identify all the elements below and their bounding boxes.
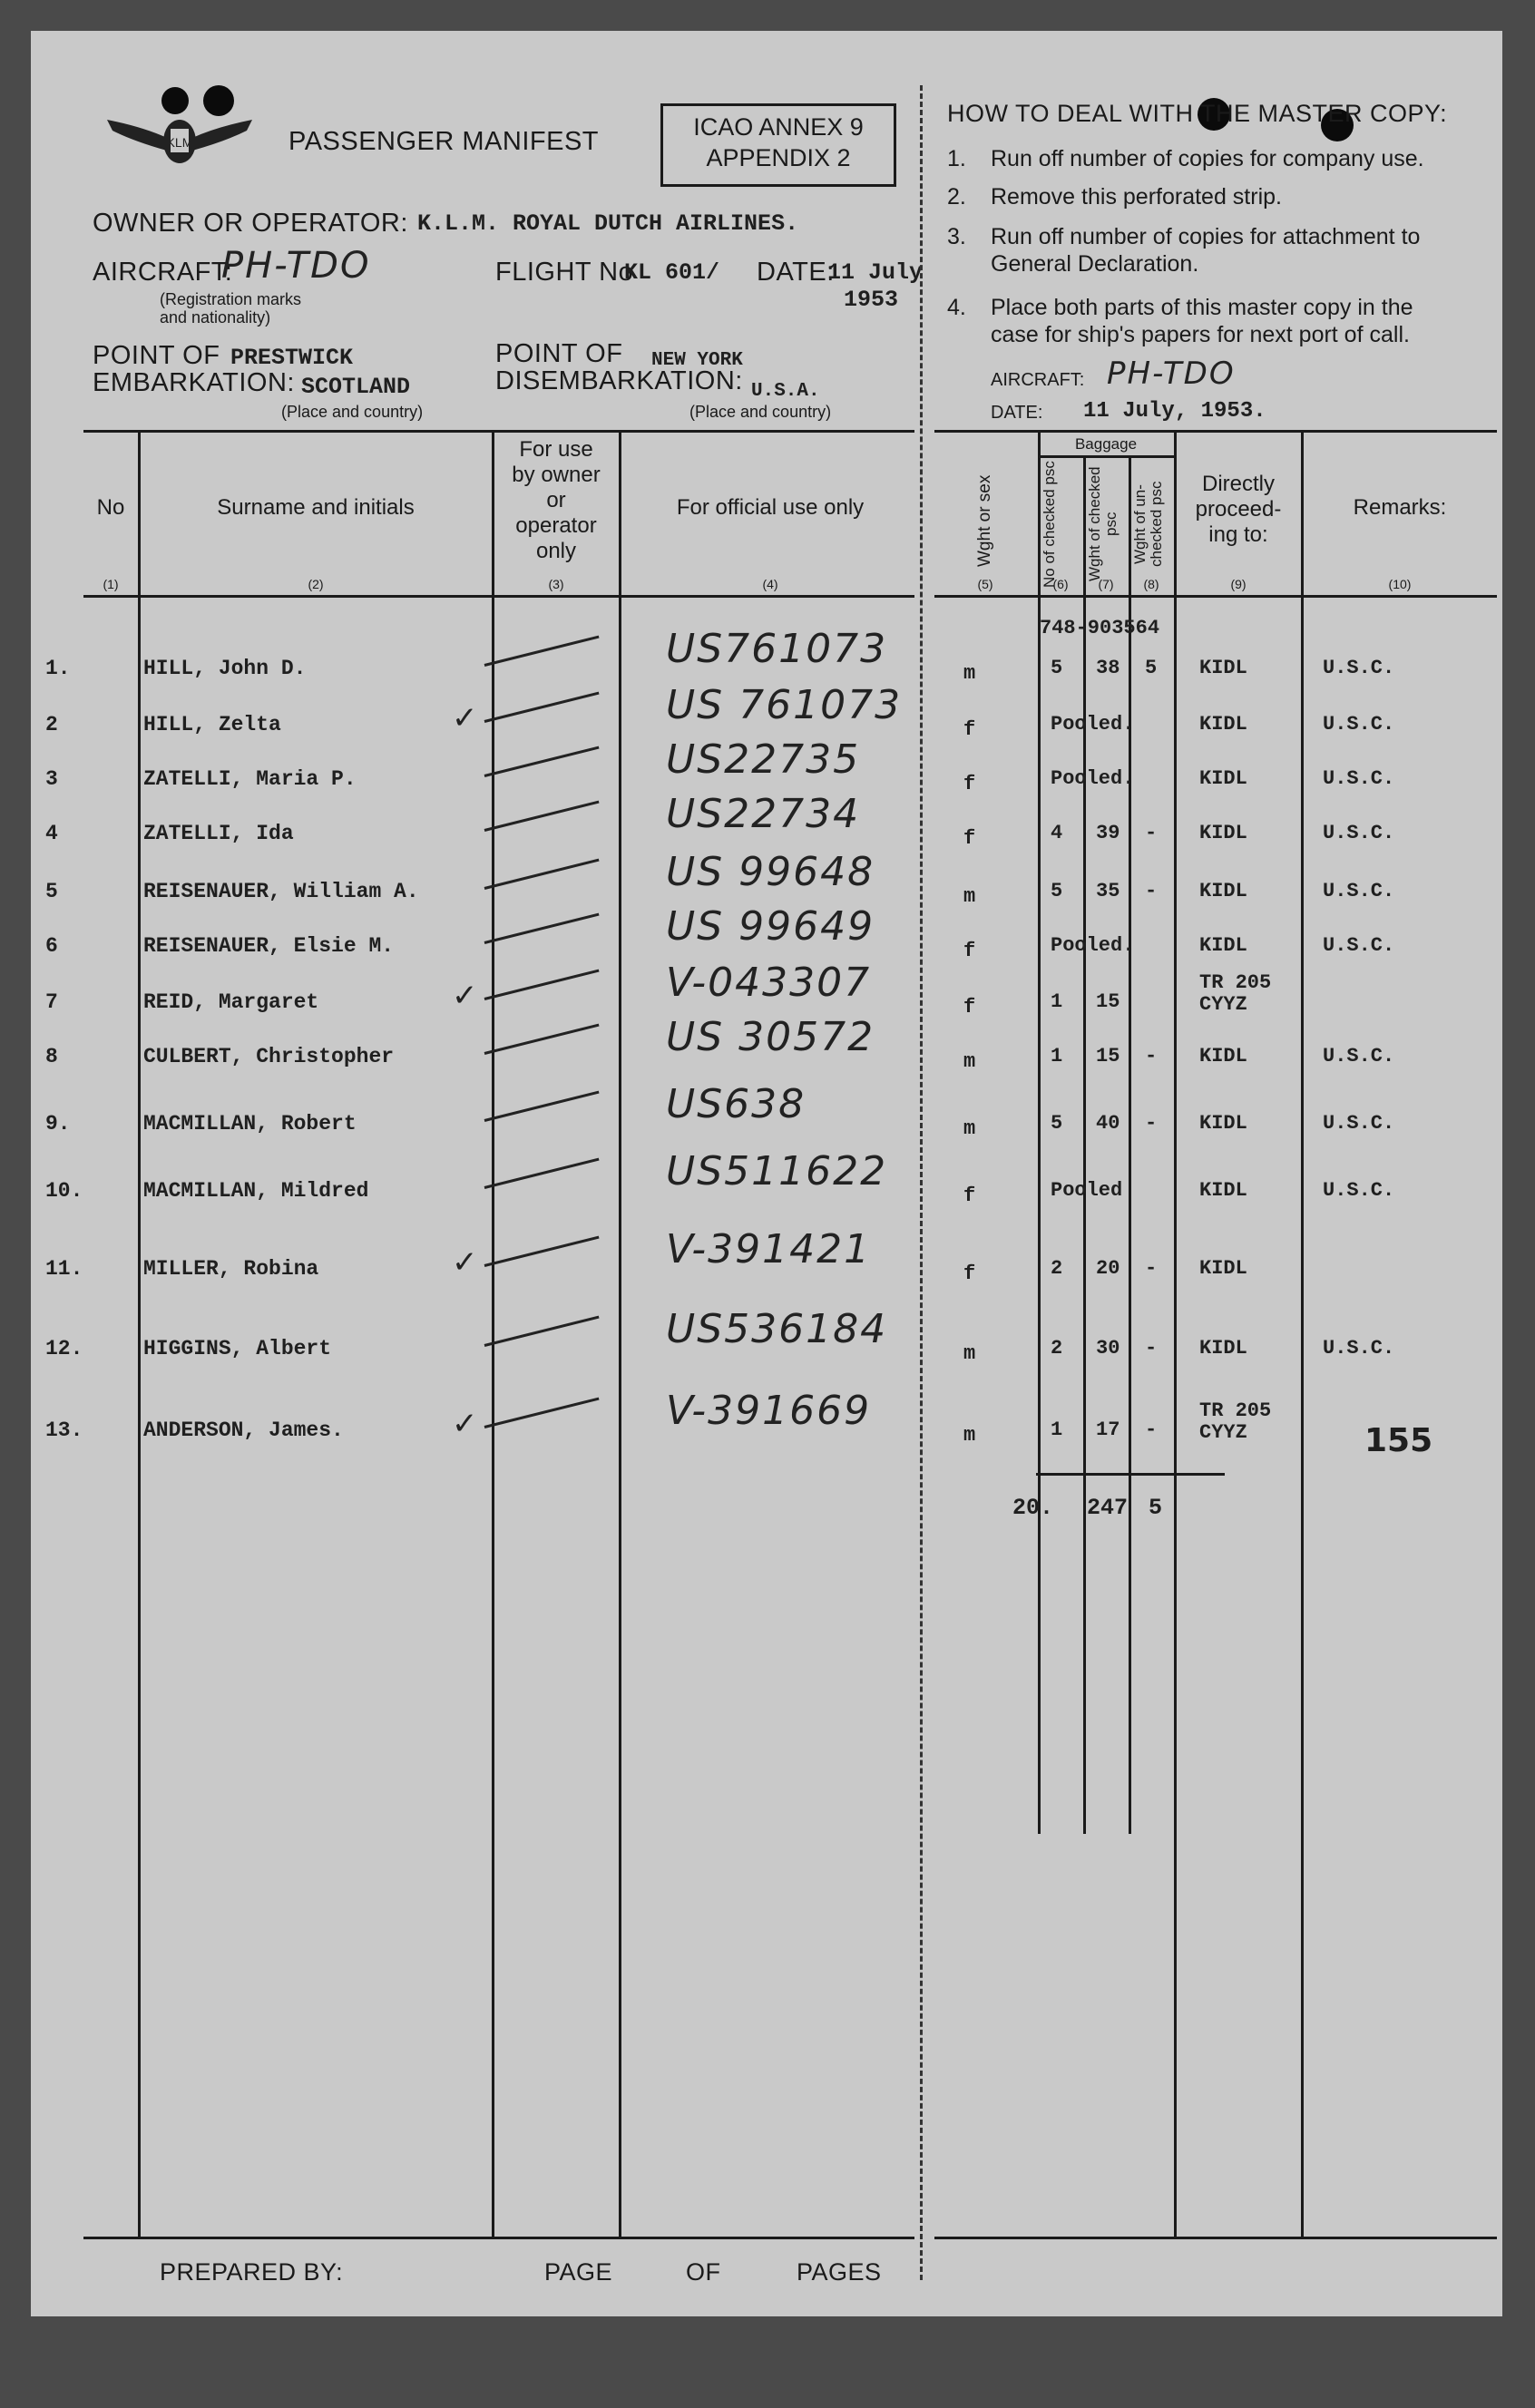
checked-weight: 20 (1096, 1257, 1120, 1280)
checked-pieces: 2 (1051, 1257, 1063, 1280)
remarks: U.S.C. (1323, 880, 1395, 902)
official-passport-number: US 99648 (666, 849, 875, 895)
instructions-title: HOW TO DEAL WITH THE MASTER COPY: (947, 100, 1448, 127)
owner-use-stroke (484, 1398, 600, 1428)
annex-box (660, 103, 896, 187)
checked-pieces: Pooled. (1051, 767, 1135, 790)
owner-use-1: For use (519, 437, 593, 462)
owner-checkmark: ✓ (452, 978, 478, 1014)
owner-use-stroke (484, 859, 600, 890)
sex: m (963, 662, 976, 685)
row-number: 13. (45, 1418, 83, 1442)
owner-use-4: operator (515, 513, 597, 538)
disembark-value-1: NEW YORK (651, 350, 743, 371)
owner-checkmark: ✓ (452, 1244, 478, 1281)
owner-value: K.L.M. ROYAL DUTCH AIRLINES. (417, 210, 799, 237)
unchecked-weight: - (1145, 880, 1158, 902)
date-value-2: 1953 (844, 287, 899, 313)
checked-weight: 40 (1096, 1112, 1120, 1135)
instructions-date-label: DATE: (991, 403, 1043, 423)
row-number: 4 (45, 822, 58, 845)
col-num-5: (5) (977, 577, 993, 591)
owner-use-2: by owner (512, 463, 601, 487)
official-passport-number: US536184 (666, 1306, 888, 1352)
sex: f (963, 718, 976, 741)
proceeding-2: proceed- (1195, 497, 1282, 522)
disembark-label-2: DISEMBARKATION: (495, 366, 743, 395)
passenger-name: CULBERT, Christopher (143, 1045, 395, 1068)
col-num-7: (7) (1098, 577, 1114, 591)
official-passport-number: V-391669 (666, 1388, 872, 1434)
flight-label: FLIGHT No (495, 258, 634, 287)
col-num-1: (1) (103, 577, 119, 591)
table-bottom-line-right (934, 2237, 1497, 2239)
row-number: 9. (45, 1112, 71, 1136)
instruction-3-text-1: Run off number of copies for attachment to (991, 224, 1421, 249)
checked-weight: 38 (1096, 657, 1120, 679)
instruction-4-num: 4. (947, 295, 966, 320)
total-unchecked: 5 (1149, 1495, 1163, 1521)
row-number: 2 (45, 713, 58, 736)
col-num-2: (2) (308, 577, 324, 591)
sex: f (963, 773, 976, 795)
remarks: U.S.C. (1323, 767, 1395, 790)
sex: f (963, 1262, 976, 1285)
passenger-name: HILL, John D. (143, 657, 307, 680)
owner-use-5: only (535, 539, 577, 563)
header-bottom-line-left (83, 595, 914, 598)
header-bottom-line-right (934, 595, 1497, 598)
passenger-name: MACMILLAN, Robert (143, 1112, 357, 1136)
col-header-name: Surname and initials (217, 495, 415, 520)
embark-note: (Place and country) (281, 403, 424, 421)
owner-use-stroke (484, 746, 600, 777)
aircraft-value: PH-TDO (221, 245, 371, 287)
col-header-baggage: Baggage (1074, 435, 1138, 453)
instructions-aircraft-label: AIRCRAFT: (991, 370, 1085, 390)
checked-weight: 15 (1096, 1045, 1120, 1068)
instruction-1-num: 1. (947, 146, 966, 171)
total-weight: 247 (1087, 1495, 1129, 1521)
checked-weight: 39 (1096, 822, 1120, 844)
col-header-checked-wght: Wght of checked psc (1086, 466, 1119, 582)
owner-use-stroke (484, 970, 600, 1000)
instructions-date-value: 11 July, 1953. (1083, 399, 1266, 424)
footer-page: PAGE (544, 2258, 613, 2286)
unchecked-weight: - (1145, 1337, 1158, 1360)
airline-logo (107, 111, 252, 174)
remarks: U.S.C. (1323, 713, 1395, 736)
table-bottom-line-left (83, 2237, 914, 2239)
unchecked-weight: - (1145, 822, 1158, 844)
official-passport-number: US761073 (666, 626, 888, 672)
date-label: DATE: (757, 258, 835, 287)
instruction-2-text: Remove this perforated strip. (991, 184, 1282, 210)
passenger-name: REID, Margaret (143, 990, 319, 1014)
registration-note-1: (Registration marks (160, 290, 302, 308)
col-divider-10 (1301, 430, 1304, 2237)
instruction-4-text-2: case for ship's papers for next port of call. (991, 322, 1410, 347)
official-passport-number: US638 (666, 1081, 807, 1127)
destination: KIDL (1199, 767, 1247, 790)
checked-weight: 35 (1096, 880, 1120, 902)
owner-use-stroke (484, 1236, 600, 1267)
checked-pieces: Pooled. (1051, 713, 1135, 736)
col-divider-2 (492, 430, 494, 2237)
col-header-official: For official use only (676, 495, 865, 520)
footer-pages: PAGES (797, 2258, 882, 2286)
checked-pieces: Pooled (1051, 1179, 1123, 1202)
official-passport-number: V-043307 (666, 960, 872, 1006)
owner-use-stroke (484, 1024, 600, 1055)
destination: TR 205 CYYZ (1199, 971, 1272, 1016)
manifest-title: PASSENGER MANIFEST (288, 127, 600, 156)
annex-line-1: ICAO ANNEX 9 (693, 113, 864, 141)
destination: KIDL (1199, 657, 1247, 679)
remarks: U.S.C. (1323, 1179, 1395, 1202)
col-header-unchecked-wght: Wght of un-checked psc (1131, 481, 1165, 568)
perforation-line (920, 85, 923, 2280)
remarks: 155 (1364, 1422, 1433, 1459)
proceeding-1: Directly (1201, 472, 1275, 496)
col-num-8: (8) (1143, 577, 1159, 591)
destination: KIDL (1199, 1179, 1247, 1202)
destination: KIDL (1199, 713, 1247, 736)
annex-line-2: APPENDIX 2 (706, 144, 851, 171)
owner-use-stroke (484, 1091, 600, 1122)
table-top-line-right (934, 430, 1497, 433)
sex: m (963, 885, 976, 908)
checked-pieces: 2 (1051, 1337, 1063, 1360)
remarks: U.S.C. (1323, 1045, 1395, 1068)
remarks: U.S.C. (1323, 822, 1395, 844)
instruction-2-num: 2. (947, 184, 966, 210)
destination: KIDL (1199, 934, 1247, 957)
row-number: 7 (45, 990, 58, 1014)
owner-use-stroke (484, 913, 600, 944)
date-value-1: 11 July (827, 259, 924, 286)
checked-weight: 15 (1096, 990, 1120, 1013)
unchecked-weight: - (1145, 1418, 1158, 1441)
official-passport-number: US 761073 (666, 682, 903, 728)
col-header-owner-use (494, 437, 619, 564)
manifest-sheet (31, 31, 1502, 2316)
col-divider-6 (1038, 430, 1041, 1834)
col-num-6: (6) (1052, 577, 1069, 591)
owner-use-stroke (484, 1158, 600, 1189)
totals-line (1036, 1473, 1225, 1476)
col-header-checked-no: No of checked psc (1041, 461, 1058, 588)
remarks: U.S.C. (1323, 1112, 1395, 1135)
checked-pieces: 1 (1051, 990, 1063, 1013)
owner-use-stroke (484, 636, 600, 667)
table-top-line-left (83, 430, 914, 433)
passenger-name: ZATELLI, Maria P. (143, 767, 357, 791)
instructions-aircraft-value: PH-TDO (1107, 356, 1236, 392)
owner-use-stroke (484, 1316, 600, 1347)
col-divider-1 (138, 430, 141, 2237)
embark-label-1: POINT OF (93, 341, 220, 370)
col-num-4: (4) (762, 577, 778, 591)
checked-pieces: 5 (1051, 1112, 1063, 1135)
baggage-topnote: 748-903564 (1040, 617, 1160, 639)
instruction-3-num: 3. (947, 224, 966, 249)
destination: KIDL (1199, 1257, 1247, 1280)
sex: m (963, 1117, 976, 1140)
remarks: U.S.C. (1323, 1337, 1395, 1360)
aircraft-label: AIRCRAFT: (93, 258, 233, 287)
col-divider-9 (1174, 430, 1177, 2237)
disembark-label-1: POINT OF (495, 339, 623, 368)
owner-checkmark: ✓ (452, 1406, 478, 1442)
sex: m (963, 1424, 976, 1447)
official-passport-number: US511622 (666, 1148, 888, 1194)
destination: KIDL (1199, 822, 1247, 844)
owner-use-stroke (484, 692, 600, 723)
destination: KIDL (1199, 880, 1247, 902)
col-header-proceeding (1176, 472, 1301, 548)
sex: m (963, 1342, 976, 1365)
instruction-3-text-2: General Declaration. (991, 251, 1199, 277)
svg-text:KLM: KLM (166, 135, 193, 150)
passenger-name: MILLER, Robina (143, 1257, 319, 1281)
official-passport-number: US22734 (666, 791, 861, 837)
row-number: 12. (45, 1337, 83, 1360)
col-header-remarks: Remarks: (1353, 495, 1447, 520)
sex: f (963, 827, 976, 850)
owner-label: OWNER OR OPERATOR: (93, 209, 408, 238)
footer-prepared-by: PREPARED BY: (160, 2258, 344, 2286)
disembark-value-2: U.S.A. (751, 381, 820, 402)
col-divider-7 (1083, 455, 1086, 1834)
instruction-1-text: Run off number of copies for company use. (991, 146, 1424, 171)
checked-pieces: 1 (1051, 1045, 1063, 1068)
passenger-name: REISENAUER, William A. (143, 880, 419, 903)
unchecked-weight: - (1145, 1045, 1158, 1068)
sex: f (963, 940, 976, 962)
row-number: 1. (45, 657, 71, 680)
unchecked-weight: - (1145, 1257, 1158, 1280)
col-num-10: (10) (1388, 577, 1412, 591)
unchecked-weight: 5 (1145, 657, 1158, 679)
official-passport-number: US22735 (666, 736, 861, 783)
passenger-name: ANDERSON, James. (143, 1418, 344, 1442)
official-passport-number: US 99649 (666, 903, 875, 950)
owner-checkmark: ✓ (452, 700, 478, 736)
passenger-name: HIGGINS, Albert (143, 1337, 332, 1360)
proceeding-3: ing to: (1208, 522, 1268, 547)
footer-of: OF (686, 2258, 721, 2286)
disembark-note: (Place and country) (689, 403, 832, 421)
row-number: 11. (45, 1257, 83, 1281)
col-divider-8 (1129, 455, 1131, 1834)
checked-pieces: Pooled. (1051, 934, 1135, 957)
instruction-4-text-1: Place both parts of this master copy in the (991, 295, 1413, 320)
owner-use-3: or (546, 488, 566, 512)
remarks: U.S.C. (1323, 657, 1395, 679)
col-divider-3 (619, 430, 621, 2237)
row-number: 3 (45, 767, 58, 791)
col-header-weight-sex: Wght or sex (975, 474, 994, 567)
destination: KIDL (1199, 1045, 1247, 1068)
row-number: 5 (45, 880, 58, 903)
col-num-3: (3) (548, 577, 564, 591)
unchecked-weight: - (1145, 1112, 1158, 1135)
official-passport-number: US 30572 (666, 1014, 875, 1060)
sex: f (963, 996, 976, 1019)
row-number: 6 (45, 934, 58, 958)
registration-note-2: and nationality) (160, 308, 271, 327)
checked-pieces: 5 (1051, 657, 1063, 679)
passenger-name: MACMILLAN, Mildred (143, 1179, 369, 1203)
total-bags: 20. (1012, 1495, 1054, 1521)
passenger-name: REISENAUER, Elsie M. (143, 934, 395, 958)
embark-value-1: PRESTWICK (230, 345, 354, 371)
checked-weight: 30 (1096, 1337, 1120, 1360)
flight-value: KL 601/ (624, 259, 720, 286)
checked-pieces: 5 (1051, 880, 1063, 902)
row-number: 8 (45, 1045, 58, 1068)
checked-pieces: 1 (1051, 1418, 1063, 1441)
col-header-no: No (96, 495, 125, 520)
checked-weight: 17 (1096, 1418, 1120, 1441)
embark-label-2: EMBARKATION: (93, 368, 295, 397)
row-number: 10. (45, 1179, 83, 1203)
checked-pieces: 4 (1051, 822, 1063, 844)
destination: TR 205 CYYZ (1199, 1399, 1272, 1444)
remarks: U.S.C. (1323, 934, 1395, 957)
destination: KIDL (1199, 1337, 1247, 1360)
destination: KIDL (1199, 1112, 1247, 1135)
col-num-9: (9) (1230, 577, 1247, 591)
embark-value-2: SCOTLAND (301, 374, 411, 400)
passenger-name: HILL, Zelta (143, 713, 281, 736)
passenger-name: ZATELLI, Ida (143, 822, 294, 845)
sex: m (963, 1050, 976, 1073)
official-passport-number: V-391421 (666, 1226, 872, 1272)
owner-use-stroke (484, 801, 600, 832)
sex: f (963, 1185, 976, 1207)
